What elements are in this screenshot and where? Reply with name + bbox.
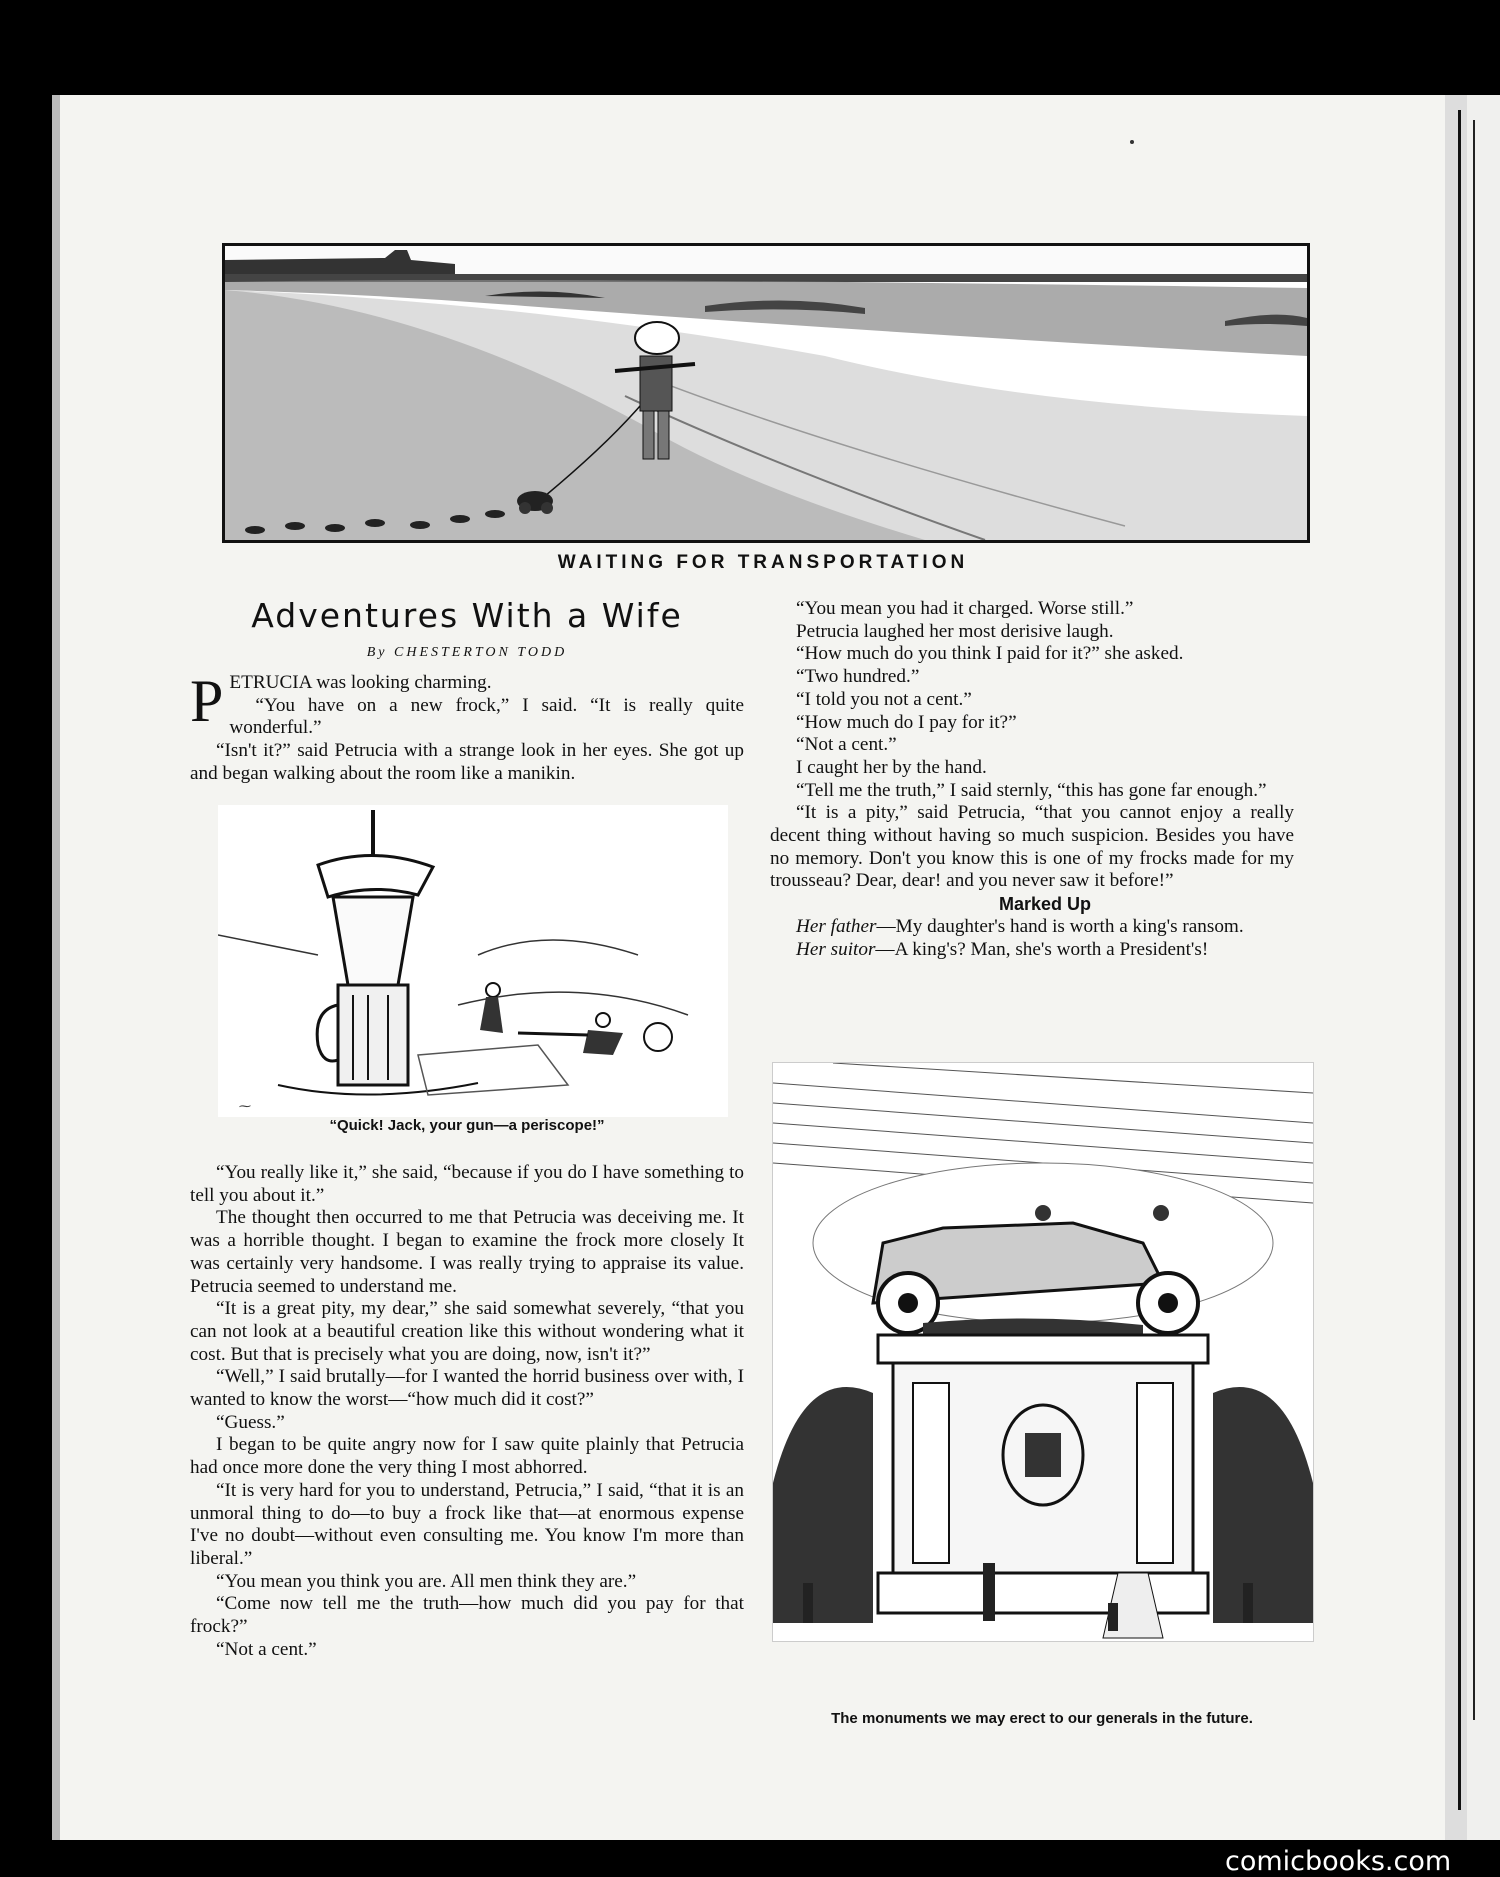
- speaker: Her father: [796, 915, 877, 937]
- page-edge: [52, 95, 60, 1840]
- paragraph: “It is a pity,” said Petrucia, “that you cannot enjoy a really decent thing without having so much suspicion. Besides you have no memory. Don't you know this is one of my frocks made for my trousseau? Dear, dear! and you never saw it before!”: [770, 802, 1294, 892]
- paragraph: I began to be quite angry now for I saw quite plainly that Petrucia had once more done the very thing I most abhorred.: [190, 1434, 744, 1479]
- paragraph: The thought then occurred to me that Petrucia was deceiving me. It was a horrible thought. I began to examine the frock more closely It was certainly very handsome. I was really trying to appraise its value. Petrucia seemed to understand me.: [190, 1207, 744, 1297]
- watermark: comicbooks.com: [1225, 1846, 1452, 1877]
- monument-drawing: [773, 1063, 1313, 1641]
- paragraph: “Tell me the truth,” I said sternly, “this has gone far enough.”: [796, 779, 1267, 801]
- cartoon1-caption: “Quick! Jack, your gun—a periscope!”: [329, 1117, 605, 1134]
- marked-up-line-2: [770, 939, 1294, 962]
- article-byline: By CHESTERTON TODD: [366, 645, 568, 660]
- cartoon-drawing: [218, 805, 728, 1117]
- article-title: Adventures With a Wife: [251, 596, 683, 635]
- left-column-bottom: [190, 1162, 744, 1661]
- paragraph: I caught her by the hand.: [796, 756, 987, 778]
- quote: —My daughter's hand is worth a king's ransom.: [876, 915, 1244, 937]
- top-illustration-caption: WAITING FOR TRANSPORTATION: [557, 552, 969, 573]
- left-column-top: [190, 668, 744, 786]
- monument-cartoon: [772, 1062, 1314, 1642]
- paragraph: “Two hundred.”: [796, 666, 920, 688]
- gutter-line: [1458, 110, 1461, 1810]
- paragraph: Petrucia laughed her most derisive laugh.: [796, 620, 1114, 642]
- beach-scene: [225, 246, 1307, 540]
- next-page-edge: [1467, 95, 1500, 1840]
- soldier-figure-1: [480, 983, 503, 1033]
- paragraph: “How much do I pay for it?”: [796, 711, 1017, 733]
- paragraph: “You have on a new frock,” I said. “It is really quite wonderful.”: [229, 694, 744, 739]
- next-page-line: [1473, 120, 1475, 1720]
- svg-text:⁓: ⁓: [238, 1099, 250, 1113]
- paragraph: “You mean you think you are. All men think they are.”: [216, 1570, 637, 1592]
- cartoon2-caption: The monuments we may erect to our generals in the future.: [831, 1710, 1253, 1727]
- paragraph: “Not a cent.”: [796, 734, 897, 756]
- paragraph: “How much do you think I paid for it?” she asked.: [796, 643, 1184, 665]
- speaker: Her suitor: [796, 938, 876, 960]
- paragraph: “Well,” I said brutally—for I wanted the horrid business over with, I wanted to know the worst—“how much did it cost?”: [190, 1366, 744, 1411]
- page-gutter: [1445, 95, 1467, 1840]
- paragraph: “I told you not a cent.”: [796, 688, 972, 710]
- paragraph: “It is very hard for you to understand, Petrucia,” I said, “that it is an unmoral thing to do—to buy a frock like that—at enormous expense I've no doubt—without even consulting me. You know I'm more than liberal.”: [190, 1479, 744, 1569]
- ink-spot: [1130, 140, 1134, 144]
- beach-illustration: [222, 243, 1310, 543]
- paragraph-text: ETRUCIA was looking charming.: [229, 672, 492, 693]
- paragraph: “You mean you had it charged. Worse still.”: [796, 598, 1134, 619]
- quote: —A king's? Man, she's worth a President's!: [875, 938, 1209, 960]
- periscope-cartoon: [218, 805, 728, 1117]
- paragraph: “It is a great pity, my dear,” she said somewhat severely, “that you can not look at a beautiful creation like this without wondering what it cost. But that is precisely what you are doing, now, isn't it?”: [190, 1298, 744, 1365]
- soldier-figure-2: [518, 1013, 623, 1055]
- drop-cap: P: [190, 668, 224, 734]
- paragraph: “Come now tell me the truth—how much did you pay for that frock?”: [190, 1593, 744, 1638]
- paragraph: “Isn't it?” said Petrucia with a strange look in her eyes. She got up and began walking about the room like a manikin.: [190, 740, 744, 784]
- right-column: [770, 598, 1294, 961]
- marked-up-title: Marked Up: [998, 894, 1092, 915]
- paragraph: “Not a cent.”: [216, 1638, 317, 1660]
- paragraph: “You really like it,” she said, “because if you do I have something to tell you about it.”: [190, 1162, 744, 1206]
- paragraph: “Guess.”: [216, 1411, 285, 1433]
- marked-up-line-1: [770, 916, 1294, 939]
